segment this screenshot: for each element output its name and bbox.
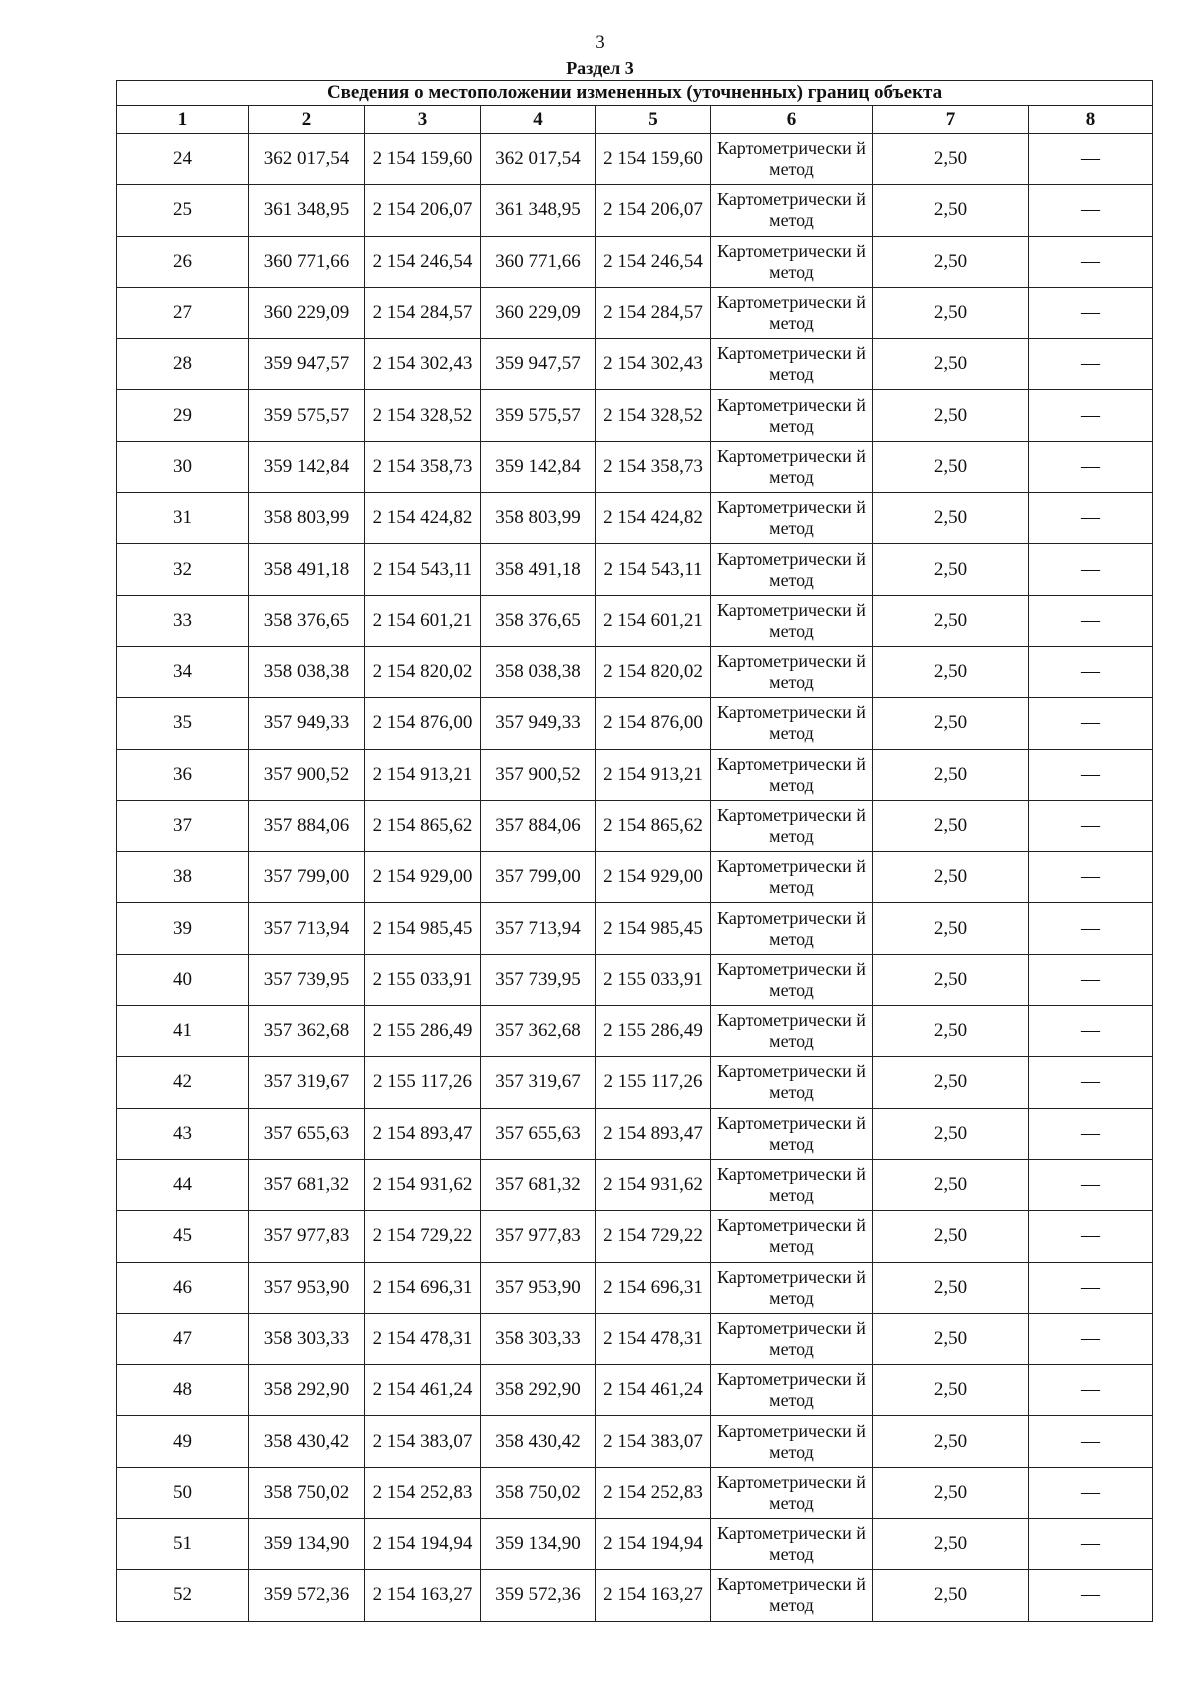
x-new-cell: 359 134,90 — [481, 1519, 596, 1570]
accuracy-cell: 2,50 — [873, 800, 1029, 851]
table-row — [117, 800, 1153, 851]
point-number-cell: 33 — [117, 595, 249, 646]
description-cell: — — [1029, 595, 1153, 646]
accuracy-cell: 2,50 — [873, 595, 1029, 646]
accuracy-cell: 2,50 — [873, 1108, 1029, 1159]
point-number-cell: 49 — [117, 1416, 249, 1467]
method-cell: Картометрически й метод — [711, 1467, 873, 1518]
point-number-cell: 38 — [117, 852, 249, 903]
point-number-cell: 41 — [117, 1006, 249, 1057]
accuracy-cell: 2,50 — [873, 1416, 1029, 1467]
accuracy-cell: 2,50 — [873, 1006, 1029, 1057]
x-old-cell: 357 884,06 — [249, 800, 365, 851]
x-old-cell: 359 947,57 — [249, 339, 365, 390]
y-new-cell: 2 154 252,83 — [596, 1467, 711, 1518]
x-old-cell: 357 319,67 — [249, 1057, 365, 1108]
accuracy-cell: 2,50 — [873, 339, 1029, 390]
method-cell: Картометрически й метод — [711, 339, 873, 390]
y-new-cell: 2 154 876,00 — [596, 698, 711, 749]
description-cell: — — [1029, 954, 1153, 1005]
method-cell: Картометрически й метод — [711, 185, 873, 236]
x-old-cell: 359 134,90 — [249, 1519, 365, 1570]
y-old-cell: 2 154 328,52 — [365, 390, 481, 441]
point-number-cell: 44 — [117, 1159, 249, 1210]
x-old-cell: 357 953,90 — [249, 1262, 365, 1313]
description-cell: — — [1029, 1519, 1153, 1570]
y-new-cell: 2 154 729,22 — [596, 1211, 711, 1262]
method-cell: Картометрически й метод — [711, 1006, 873, 1057]
table-row — [117, 749, 1153, 800]
y-new-cell: 2 154 461,24 — [596, 1365, 711, 1416]
description-cell: — — [1029, 339, 1153, 390]
column-numbers-row — [117, 106, 1153, 134]
point-number-cell: 36 — [117, 749, 249, 800]
accuracy-cell: 2,50 — [873, 185, 1029, 236]
x-old-cell: 357 681,32 — [249, 1159, 365, 1210]
point-number-cell: 26 — [117, 236, 249, 287]
y-old-cell: 2 154 696,31 — [365, 1262, 481, 1313]
x-new-cell: 358 038,38 — [481, 646, 596, 697]
accuracy-cell: 2,50 — [873, 903, 1029, 954]
column-number: 1 — [117, 106, 249, 134]
description-cell: — — [1029, 646, 1153, 697]
y-old-cell: 2 154 478,31 — [365, 1313, 481, 1364]
table-row — [117, 493, 1153, 544]
accuracy-cell: 2,50 — [873, 1365, 1029, 1416]
method-cell: Картометрически й метод — [711, 646, 873, 697]
table-row — [117, 852, 1153, 903]
y-old-cell: 2 154 302,43 — [365, 339, 481, 390]
y-new-cell: 2 154 358,73 — [596, 441, 711, 492]
table-row — [117, 1057, 1153, 1108]
y-old-cell: 2 154 820,02 — [365, 646, 481, 697]
y-old-cell: 2 154 424,82 — [365, 493, 481, 544]
description-cell: — — [1029, 1570, 1153, 1621]
x-new-cell: 357 319,67 — [481, 1057, 596, 1108]
description-cell: — — [1029, 852, 1153, 903]
method-cell: Картометрически й метод — [711, 134, 873, 185]
y-old-cell: 2 154 893,47 — [365, 1108, 481, 1159]
description-cell: — — [1029, 698, 1153, 749]
table-row — [117, 1159, 1153, 1210]
description-cell: — — [1029, 1262, 1153, 1313]
x-new-cell: 357 362,68 — [481, 1006, 596, 1057]
boundary-coordinates-table — [116, 80, 1153, 1622]
point-number-cell: 48 — [117, 1365, 249, 1416]
accuracy-cell: 2,50 — [873, 954, 1029, 1005]
y-new-cell: 2 154 328,52 — [596, 390, 711, 441]
x-old-cell: 362 017,54 — [249, 134, 365, 185]
y-new-cell: 2 155 286,49 — [596, 1006, 711, 1057]
y-old-cell: 2 154 358,73 — [365, 441, 481, 492]
x-old-cell: 358 376,65 — [249, 595, 365, 646]
accuracy-cell: 2,50 — [873, 390, 1029, 441]
y-new-cell: 2 154 893,47 — [596, 1108, 711, 1159]
accuracy-cell: 2,50 — [873, 236, 1029, 287]
point-number-cell: 52 — [117, 1570, 249, 1621]
description-cell: — — [1029, 800, 1153, 851]
table-row — [117, 1467, 1153, 1518]
x-old-cell: 358 750,02 — [249, 1467, 365, 1518]
table-body — [117, 134, 1153, 1622]
x-old-cell: 357 977,83 — [249, 1211, 365, 1262]
y-new-cell: 2 154 478,31 — [596, 1313, 711, 1364]
accuracy-cell: 2,50 — [873, 1467, 1029, 1518]
y-old-cell: 2 154 194,94 — [365, 1519, 481, 1570]
accuracy-cell: 2,50 — [873, 1211, 1029, 1262]
description-cell: — — [1029, 1159, 1153, 1210]
y-old-cell: 2 154 543,11 — [365, 544, 481, 595]
description-cell: — — [1029, 903, 1153, 954]
x-new-cell: 358 376,65 — [481, 595, 596, 646]
table-row — [117, 339, 1153, 390]
y-old-cell: 2 154 985,45 — [365, 903, 481, 954]
description-cell: — — [1029, 1416, 1153, 1467]
y-new-cell: 2 154 913,21 — [596, 749, 711, 800]
x-new-cell: 358 303,33 — [481, 1313, 596, 1364]
y-old-cell: 2 154 163,27 — [365, 1570, 481, 1621]
x-old-cell: 357 362,68 — [249, 1006, 365, 1057]
y-old-cell: 2 154 876,00 — [365, 698, 481, 749]
table-row — [117, 954, 1153, 1005]
y-old-cell: 2 154 913,21 — [365, 749, 481, 800]
method-cell: Картометрически й метод — [711, 954, 873, 1005]
table-row — [117, 1262, 1153, 1313]
method-cell: Картометрически й метод — [711, 698, 873, 749]
x-old-cell: 357 799,00 — [249, 852, 365, 903]
accuracy-cell: 2,50 — [873, 134, 1029, 185]
y-new-cell: 2 154 163,27 — [596, 1570, 711, 1621]
y-old-cell: 2 154 206,07 — [365, 185, 481, 236]
method-cell: Картометрически й метод — [711, 1211, 873, 1262]
x-new-cell: 360 771,66 — [481, 236, 596, 287]
y-new-cell: 2 154 424,82 — [596, 493, 711, 544]
point-number-cell: 25 — [117, 185, 249, 236]
y-new-cell: 2 154 284,57 — [596, 287, 711, 338]
method-cell: Картометрически й метод — [711, 441, 873, 492]
description-cell: — — [1029, 1006, 1153, 1057]
y-old-cell: 2 154 461,24 — [365, 1365, 481, 1416]
x-old-cell: 358 491,18 — [249, 544, 365, 595]
description-cell: — — [1029, 1313, 1153, 1364]
y-new-cell: 2 154 931,62 — [596, 1159, 711, 1210]
x-new-cell: 357 977,83 — [481, 1211, 596, 1262]
table-row — [117, 1519, 1153, 1570]
x-new-cell: 358 803,99 — [481, 493, 596, 544]
y-old-cell: 2 154 159,60 — [365, 134, 481, 185]
accuracy-cell: 2,50 — [873, 646, 1029, 697]
x-old-cell: 360 771,66 — [249, 236, 365, 287]
method-cell: Картометрически й метод — [711, 544, 873, 595]
description-cell: — — [1029, 493, 1153, 544]
x-old-cell: 359 142,84 — [249, 441, 365, 492]
y-new-cell: 2 154 159,60 — [596, 134, 711, 185]
point-number-cell: 35 — [117, 698, 249, 749]
x-old-cell: 361 348,95 — [249, 185, 365, 236]
method-cell: Картометрически й метод — [711, 287, 873, 338]
y-new-cell: 2 154 929,00 — [596, 852, 711, 903]
method-cell: Картометрически й метод — [711, 1416, 873, 1467]
column-number: 8 — [1029, 106, 1153, 134]
method-cell: Картометрически й метод — [711, 852, 873, 903]
description-cell: — — [1029, 185, 1153, 236]
column-number: 6 — [711, 106, 873, 134]
y-old-cell: 2 154 865,62 — [365, 800, 481, 851]
x-new-cell: 357 739,95 — [481, 954, 596, 1005]
accuracy-cell: 2,50 — [873, 441, 1029, 492]
y-old-cell: 2 154 383,07 — [365, 1416, 481, 1467]
accuracy-cell: 2,50 — [873, 1570, 1029, 1621]
y-old-cell: 2 154 284,57 — [365, 287, 481, 338]
y-new-cell: 2 154 246,54 — [596, 236, 711, 287]
x-new-cell: 357 799,00 — [481, 852, 596, 903]
table-row — [117, 1416, 1153, 1467]
y-old-cell: 2 154 252,83 — [365, 1467, 481, 1518]
y-old-cell: 2 155 033,91 — [365, 954, 481, 1005]
point-number-cell: 29 — [117, 390, 249, 441]
x-old-cell: 359 572,36 — [249, 1570, 365, 1621]
description-cell: — — [1029, 390, 1153, 441]
table-row — [117, 390, 1153, 441]
table-row — [117, 1313, 1153, 1364]
method-cell: Картометрически й метод — [711, 1519, 873, 1570]
point-number-cell: 51 — [117, 1519, 249, 1570]
y-old-cell: 2 155 286,49 — [365, 1006, 481, 1057]
table-row — [117, 236, 1153, 287]
x-old-cell: 358 038,38 — [249, 646, 365, 697]
method-cell: Картометрически й метод — [711, 595, 873, 646]
accuracy-cell: 2,50 — [873, 493, 1029, 544]
point-number-cell: 39 — [117, 903, 249, 954]
description-cell: — — [1029, 1211, 1153, 1262]
description-cell: — — [1029, 1108, 1153, 1159]
y-old-cell: 2 154 601,21 — [365, 595, 481, 646]
description-cell: — — [1029, 236, 1153, 287]
y-new-cell: 2 154 302,43 — [596, 339, 711, 390]
x-new-cell: 357 713,94 — [481, 903, 596, 954]
point-number-cell: 42 — [117, 1057, 249, 1108]
column-number: 4 — [481, 106, 596, 134]
description-cell: — — [1029, 1467, 1153, 1518]
table-row — [117, 1211, 1153, 1262]
column-number: 7 — [873, 106, 1029, 134]
x-new-cell: 357 900,52 — [481, 749, 596, 800]
table-row — [117, 441, 1153, 492]
description-cell: — — [1029, 544, 1153, 595]
x-old-cell: 359 575,57 — [249, 390, 365, 441]
y-old-cell: 2 155 117,26 — [365, 1057, 481, 1108]
accuracy-cell: 2,50 — [873, 749, 1029, 800]
point-number-cell: 24 — [117, 134, 249, 185]
table-row — [117, 185, 1153, 236]
x-old-cell: 357 949,33 — [249, 698, 365, 749]
x-old-cell: 360 229,09 — [249, 287, 365, 338]
point-number-cell: 30 — [117, 441, 249, 492]
y-new-cell: 2 154 383,07 — [596, 1416, 711, 1467]
point-number-cell: 40 — [117, 954, 249, 1005]
y-new-cell: 2 154 543,11 — [596, 544, 711, 595]
accuracy-cell: 2,50 — [873, 544, 1029, 595]
description-cell: — — [1029, 749, 1153, 800]
page-number: 3 — [595, 32, 605, 53]
x-new-cell: 359 947,57 — [481, 339, 596, 390]
point-number-cell: 28 — [117, 339, 249, 390]
x-new-cell: 362 017,54 — [481, 134, 596, 185]
point-number-cell: 43 — [117, 1108, 249, 1159]
x-new-cell: 357 884,06 — [481, 800, 596, 851]
y-new-cell: 2 154 696,31 — [596, 1262, 711, 1313]
method-cell: Картометрически й метод — [711, 1057, 873, 1108]
x-old-cell: 357 900,52 — [249, 749, 365, 800]
y-new-cell: 2 154 820,02 — [596, 646, 711, 697]
accuracy-cell: 2,50 — [873, 698, 1029, 749]
description-cell: — — [1029, 1365, 1153, 1416]
x-new-cell: 358 750,02 — [481, 1467, 596, 1518]
description-cell: — — [1029, 1057, 1153, 1108]
x-old-cell: 357 713,94 — [249, 903, 365, 954]
x-new-cell: 357 655,63 — [481, 1108, 596, 1159]
x-new-cell: 359 572,36 — [481, 1570, 596, 1621]
accuracy-cell: 2,50 — [873, 1159, 1029, 1210]
x-new-cell: 358 430,42 — [481, 1416, 596, 1467]
y-new-cell: 2 155 117,26 — [596, 1057, 711, 1108]
x-old-cell: 358 303,33 — [249, 1313, 365, 1364]
x-new-cell: 359 575,57 — [481, 390, 596, 441]
table-row — [117, 1570, 1153, 1621]
point-number-cell: 45 — [117, 1211, 249, 1262]
description-cell: — — [1029, 134, 1153, 185]
column-number: 2 — [249, 106, 365, 134]
method-cell: Картометрически й метод — [711, 1108, 873, 1159]
accuracy-cell: 2,50 — [873, 1057, 1029, 1108]
x-new-cell: 358 491,18 — [481, 544, 596, 595]
table-row — [117, 903, 1153, 954]
point-number-cell: 32 — [117, 544, 249, 595]
table-row — [117, 1006, 1153, 1057]
method-cell: Картометрически й метод — [711, 1262, 873, 1313]
method-cell: Картометрически й метод — [711, 1313, 873, 1364]
y-old-cell: 2 154 246,54 — [365, 236, 481, 287]
point-number-cell: 34 — [117, 646, 249, 697]
x-new-cell: 357 681,32 — [481, 1159, 596, 1210]
table-row — [117, 698, 1153, 749]
point-number-cell: 27 — [117, 287, 249, 338]
x-new-cell: 359 142,84 — [481, 441, 596, 492]
table-row — [117, 646, 1153, 697]
accuracy-cell: 2,50 — [873, 852, 1029, 903]
table-row — [117, 287, 1153, 338]
x-new-cell: 357 953,90 — [481, 1262, 596, 1313]
y-old-cell: 2 154 929,00 — [365, 852, 481, 903]
table-caption: Сведения о местоположении измененных (уточненных) границ объекта — [117, 81, 1153, 106]
point-number-cell: 37 — [117, 800, 249, 851]
x-old-cell: 358 292,90 — [249, 1365, 365, 1416]
x-old-cell: 358 430,42 — [249, 1416, 365, 1467]
accuracy-cell: 2,50 — [873, 1262, 1029, 1313]
method-cell: Картометрически й метод — [711, 390, 873, 441]
method-cell: Картометрически й метод — [711, 493, 873, 544]
method-cell: Картометрически й метод — [711, 1159, 873, 1210]
x-new-cell: 361 348,95 — [481, 185, 596, 236]
description-cell: — — [1029, 441, 1153, 492]
method-cell: Картометрически й метод — [711, 800, 873, 851]
y-new-cell: 2 154 601,21 — [596, 595, 711, 646]
method-cell: Картометрически й метод — [711, 1365, 873, 1416]
table-row — [117, 134, 1153, 185]
point-number-cell: 50 — [117, 1467, 249, 1518]
y-old-cell: 2 154 931,62 — [365, 1159, 481, 1210]
y-old-cell: 2 154 729,22 — [365, 1211, 481, 1262]
point-number-cell: 31 — [117, 493, 249, 544]
column-number: 5 — [596, 106, 711, 134]
x-new-cell: 357 949,33 — [481, 698, 596, 749]
accuracy-cell: 2,50 — [873, 1313, 1029, 1364]
x-old-cell: 357 655,63 — [249, 1108, 365, 1159]
accuracy-cell: 2,50 — [873, 1519, 1029, 1570]
y-new-cell: 2 154 985,45 — [596, 903, 711, 954]
section-title: Раздел 3 — [566, 58, 634, 78]
x-old-cell: 358 803,99 — [249, 493, 365, 544]
x-new-cell: 360 229,09 — [481, 287, 596, 338]
table-row — [117, 595, 1153, 646]
y-new-cell: 2 154 194,94 — [596, 1519, 711, 1570]
point-number-cell: 46 — [117, 1262, 249, 1313]
method-cell: Картометрически й метод — [711, 1570, 873, 1621]
method-cell: Картометрически й метод — [711, 236, 873, 287]
column-number: 3 — [365, 106, 481, 134]
table-row — [117, 544, 1153, 595]
table-row — [117, 1365, 1153, 1416]
method-cell: Картометрически й метод — [711, 903, 873, 954]
x-new-cell: 358 292,90 — [481, 1365, 596, 1416]
y-new-cell: 2 154 865,62 — [596, 800, 711, 851]
y-new-cell: 2 155 033,91 — [596, 954, 711, 1005]
accuracy-cell: 2,50 — [873, 287, 1029, 338]
y-new-cell: 2 154 206,07 — [596, 185, 711, 236]
point-number-cell: 47 — [117, 1313, 249, 1364]
table-row — [117, 1108, 1153, 1159]
description-cell: — — [1029, 287, 1153, 338]
x-old-cell: 357 739,95 — [249, 954, 365, 1005]
method-cell: Картометрически й метод — [711, 749, 873, 800]
